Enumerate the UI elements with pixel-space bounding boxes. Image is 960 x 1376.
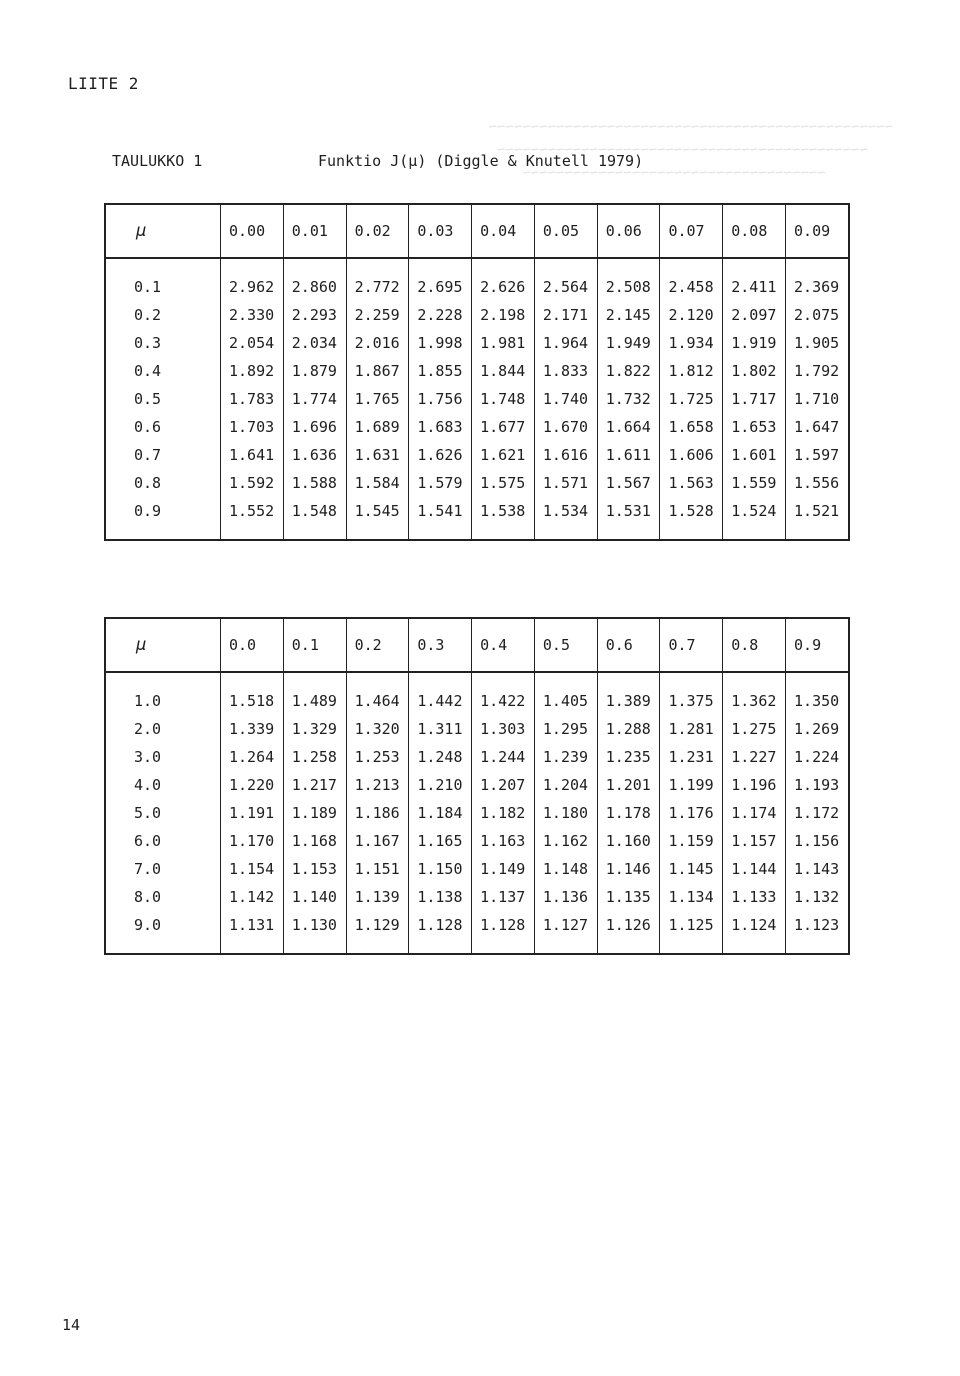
spacer-cell	[221, 939, 284, 954]
row-header: 0.8	[134, 474, 162, 492]
spacer-cell	[660, 939, 723, 954]
spacer-cell	[283, 525, 346, 540]
table-cell: 1.140	[283, 883, 346, 911]
table-cell: 1.127	[534, 911, 597, 939]
table-row	[105, 771, 849, 799]
spacer-cell	[786, 525, 849, 540]
spacer-cell	[723, 525, 786, 540]
table-cell: 1.606	[660, 441, 723, 469]
table-cell: 1.191	[221, 799, 284, 827]
table-cell: 1.264	[221, 743, 284, 771]
row-header: 1.0	[134, 692, 162, 710]
table-cell: 1.160	[597, 827, 660, 855]
spacer-cell	[534, 939, 597, 954]
spacer-cell	[105, 939, 221, 954]
table-cell: 2.171	[534, 301, 597, 329]
table-cell: 2.120	[660, 301, 723, 329]
spacer-cell	[660, 525, 723, 540]
table-row	[105, 497, 849, 525]
table-cell: 1.163	[472, 827, 535, 855]
table-cell: 1.281	[660, 715, 723, 743]
table-row	[105, 855, 849, 883]
table-cell: 1.176	[660, 799, 723, 827]
table-cell: 1.239	[534, 743, 597, 771]
table-cell: 1.631	[346, 441, 409, 469]
table-cell: 1.710	[786, 385, 849, 413]
table-label: TAULUKKO 1	[112, 152, 203, 170]
table-cell: 1.224	[786, 743, 849, 771]
column-header: 0.01	[283, 204, 346, 258]
table-cell: 1.339	[221, 715, 284, 743]
table-body-1	[105, 204, 849, 540]
table-cell: 1.362	[723, 687, 786, 715]
table-cell: 1.664	[597, 413, 660, 441]
table-cell: 1.144	[723, 855, 786, 883]
table-cell: 1.178	[597, 799, 660, 827]
table-cell: 1.464	[346, 687, 409, 715]
table-cell: 1.689	[346, 413, 409, 441]
table-cell: 1.616	[534, 441, 597, 469]
table-cell: 1.949	[597, 329, 660, 357]
table-cell: 1.227	[723, 743, 786, 771]
table-cell: 1.636	[283, 441, 346, 469]
row-header: 8.0	[134, 888, 162, 906]
table-cell: 1.168	[283, 827, 346, 855]
table-cell: 1.138	[409, 883, 472, 911]
table-cell: 1.601	[723, 441, 786, 469]
table-cell: 1.531	[597, 497, 660, 525]
table-cell: 1.545	[346, 497, 409, 525]
table-cell: 2.293	[283, 301, 346, 329]
spacer-cell	[472, 258, 535, 273]
table-cell: 1.180	[534, 799, 597, 827]
spacer-row	[105, 525, 849, 540]
table-cell: 2.772	[346, 273, 409, 301]
table-cell: 1.133	[723, 883, 786, 911]
table-cell: 1.732	[597, 385, 660, 413]
table-cell: 1.748	[472, 385, 535, 413]
table-row	[105, 441, 849, 469]
table-cell: 1.647	[786, 413, 849, 441]
table-cell: 1.584	[346, 469, 409, 497]
table-cell: 1.174	[723, 799, 786, 827]
table-cell: 1.521	[786, 497, 849, 525]
table-row	[105, 413, 849, 441]
table-cell: 1.148	[534, 855, 597, 883]
spacer-cell	[105, 672, 221, 687]
table-cell: 2.228	[409, 301, 472, 329]
table-cell: 1.275	[723, 715, 786, 743]
table-cell: 1.597	[786, 441, 849, 469]
spacer-cell	[221, 258, 284, 273]
table-row	[105, 357, 849, 385]
spacer-cell	[346, 258, 409, 273]
column-header: 0.6	[597, 618, 660, 672]
row-header: 3.0	[134, 748, 162, 766]
column-header: 0.9	[786, 618, 849, 672]
row-header: 0.7	[134, 446, 162, 464]
table-cell: 1.193	[786, 771, 849, 799]
table-cell: 1.934	[660, 329, 723, 357]
table-cell: 1.964	[534, 329, 597, 357]
mu-corner-label: μ	[105, 204, 221, 258]
column-header: 0.5	[534, 618, 597, 672]
table-cell: 1.135	[597, 883, 660, 911]
row-header: 2.0	[134, 720, 162, 738]
table-cell: 2.145	[597, 301, 660, 329]
column-header: 0.08	[723, 204, 786, 258]
row-header: 0.2	[134, 306, 162, 324]
table-cell: 1.756	[409, 385, 472, 413]
table-cell: 1.919	[723, 329, 786, 357]
table-cell: 1.196	[723, 771, 786, 799]
table-cell: 1.653	[723, 413, 786, 441]
table-cell: 1.213	[346, 771, 409, 799]
column-header-row	[105, 204, 849, 258]
table-cell: 1.162	[534, 827, 597, 855]
table-cell: 1.124	[723, 911, 786, 939]
column-header: 0.03	[409, 204, 472, 258]
spacer-row	[105, 258, 849, 273]
table-cell: 1.136	[534, 883, 597, 911]
table-cell: 1.717	[723, 385, 786, 413]
table-cell: 2.508	[597, 273, 660, 301]
table-cell: 1.658	[660, 413, 723, 441]
column-header: 0.4	[472, 618, 535, 672]
table-cell: 1.696	[283, 413, 346, 441]
table-cell: 2.411	[723, 273, 786, 301]
table-cell: 1.802	[723, 357, 786, 385]
table-cell: 1.552	[221, 497, 284, 525]
table-cell: 1.186	[346, 799, 409, 827]
table-cell: 1.143	[786, 855, 849, 883]
table-row	[105, 883, 849, 911]
table-cell: 1.822	[597, 357, 660, 385]
table-cell: 1.579	[409, 469, 472, 497]
table-cell: 1.621	[472, 441, 535, 469]
row-header: 6.0	[134, 832, 162, 850]
table-cell: 1.641	[221, 441, 284, 469]
table-cell: 1.153	[283, 855, 346, 883]
table-cell: 1.725	[660, 385, 723, 413]
table-cell: 2.695	[409, 273, 472, 301]
spacer-cell	[786, 258, 849, 273]
table-cell: 2.860	[283, 273, 346, 301]
table-cell: 1.126	[597, 911, 660, 939]
table-cell: 2.330	[221, 301, 284, 329]
table-cell: 1.170	[221, 827, 284, 855]
table-caption: Funktio J(μ) (Diggle & Knutell 1979)	[318, 152, 644, 170]
table-row	[105, 301, 849, 329]
table-cell: 1.165	[409, 827, 472, 855]
table-cell: 1.783	[221, 385, 284, 413]
spacer-cell	[597, 672, 660, 687]
table-cell: 1.677	[472, 413, 535, 441]
table-row	[105, 385, 849, 413]
column-header: 0.3	[409, 618, 472, 672]
table-row	[105, 715, 849, 743]
spacer-cell	[221, 525, 284, 540]
spacer-cell	[597, 258, 660, 273]
table-cell: 1.405	[534, 687, 597, 715]
table-cell: 1.146	[597, 855, 660, 883]
table-cell: 1.123	[786, 911, 849, 939]
spacer-cell	[283, 939, 346, 954]
column-header: 0.1	[283, 618, 346, 672]
column-header: 0.7	[660, 618, 723, 672]
table-cell: 1.588	[283, 469, 346, 497]
column-header: 0.02	[346, 204, 409, 258]
table-cell: 2.097	[723, 301, 786, 329]
spacer-cell	[472, 672, 535, 687]
table-cell: 1.125	[660, 911, 723, 939]
table-cell: 2.075	[786, 301, 849, 329]
function-table-small-mu	[104, 203, 850, 541]
row-header: 0.1	[134, 278, 162, 296]
function-table-large-mu	[104, 617, 850, 955]
table-cell: 1.528	[660, 497, 723, 525]
spacer-cell	[534, 672, 597, 687]
table-row	[105, 799, 849, 827]
table-cell: 1.248	[409, 743, 472, 771]
column-header: 0.06	[597, 204, 660, 258]
column-header: 0.04	[472, 204, 535, 258]
table-cell: 1.575	[472, 469, 535, 497]
table-cell: 1.207	[472, 771, 535, 799]
spacer-cell	[660, 672, 723, 687]
table-cell: 2.962	[221, 273, 284, 301]
table-cell: 1.258	[283, 743, 346, 771]
column-header: 0.09	[786, 204, 849, 258]
table-cell: 1.892	[221, 357, 284, 385]
column-header: 0.05	[534, 204, 597, 258]
table-cell: 1.592	[221, 469, 284, 497]
table-row	[105, 469, 849, 497]
table-cell: 1.130	[283, 911, 346, 939]
table-cell: 1.311	[409, 715, 472, 743]
table-cell: 1.131	[221, 911, 284, 939]
page-number: 14	[62, 1316, 81, 1334]
table-row	[105, 827, 849, 855]
table-cell: 1.137	[472, 883, 535, 911]
column-header-row	[105, 618, 849, 672]
table-row	[105, 273, 849, 301]
table-cell: 1.844	[472, 357, 535, 385]
spacer-cell	[597, 525, 660, 540]
spacer-cell	[346, 939, 409, 954]
table-cell: 1.295	[534, 715, 597, 743]
table-cell: 1.998	[409, 329, 472, 357]
table-cell: 2.054	[221, 329, 284, 357]
row-header: 9.0	[134, 916, 162, 934]
row-header: 0.5	[134, 390, 162, 408]
spacer-cell	[660, 258, 723, 273]
table-cell: 1.244	[472, 743, 535, 771]
spacer-row	[105, 939, 849, 954]
row-header: 0.9	[134, 502, 162, 520]
table-cell: 1.145	[660, 855, 723, 883]
table-row	[105, 687, 849, 715]
table-cell: 1.389	[597, 687, 660, 715]
row-header: 7.0	[134, 860, 162, 878]
table-cell: 1.235	[597, 743, 660, 771]
table-cell: 1.571	[534, 469, 597, 497]
table-cell: 1.981	[472, 329, 535, 357]
column-header: 0.8	[723, 618, 786, 672]
table-cell: 1.518	[221, 687, 284, 715]
table-cell: 1.220	[221, 771, 284, 799]
table-cell: 1.151	[346, 855, 409, 883]
column-header: 0.0	[221, 618, 284, 672]
table-cell: 1.167	[346, 827, 409, 855]
row-header: 0.4	[134, 362, 162, 380]
table-cell: 1.905	[786, 329, 849, 357]
table-cell: 1.320	[346, 715, 409, 743]
table-cell: 2.458	[660, 273, 723, 301]
table-cell: 1.524	[723, 497, 786, 525]
table-cell: 1.375	[660, 687, 723, 715]
spacer-cell	[472, 525, 535, 540]
table-body-2	[105, 618, 849, 954]
table-cell: 1.172	[786, 799, 849, 827]
table-cell: 1.703	[221, 413, 284, 441]
table-cell: 1.812	[660, 357, 723, 385]
table-cell: 2.198	[472, 301, 535, 329]
spacer-cell	[409, 258, 472, 273]
table-row	[105, 743, 849, 771]
table-cell: 1.541	[409, 497, 472, 525]
table-row	[105, 911, 849, 939]
table-cell: 1.792	[786, 357, 849, 385]
table-cell: 1.774	[283, 385, 346, 413]
spacer-cell	[409, 672, 472, 687]
spacer-cell	[534, 525, 597, 540]
table-cell: 1.855	[409, 357, 472, 385]
table-cell: 1.204	[534, 771, 597, 799]
table-cell: 1.442	[409, 687, 472, 715]
spacer-cell	[283, 672, 346, 687]
table-cell: 1.683	[409, 413, 472, 441]
table-cell: 1.563	[660, 469, 723, 497]
table-cell: 2.369	[786, 273, 849, 301]
table-cell: 1.132	[786, 883, 849, 911]
table-cell: 1.156	[786, 827, 849, 855]
table-cell: 1.201	[597, 771, 660, 799]
table-cell: 1.611	[597, 441, 660, 469]
spacer-cell	[786, 672, 849, 687]
column-header: 0.07	[660, 204, 723, 258]
spacer-cell	[534, 258, 597, 273]
table-cell: 1.765	[346, 385, 409, 413]
table-cell: 1.422	[472, 687, 535, 715]
table-cell: 1.217	[283, 771, 346, 799]
table-cell: 1.303	[472, 715, 535, 743]
spacer-cell	[346, 672, 409, 687]
table-cell: 1.142	[221, 883, 284, 911]
table-cell: 1.128	[409, 911, 472, 939]
row-header: 5.0	[134, 804, 162, 822]
table-cell: 1.199	[660, 771, 723, 799]
table-cell: 1.134	[660, 883, 723, 911]
spacer-row	[105, 672, 849, 687]
table-cell: 1.867	[346, 357, 409, 385]
table-cell: 1.128	[472, 911, 535, 939]
mu-corner-label: μ	[105, 618, 221, 672]
table-cell: 1.548	[283, 497, 346, 525]
table-cell: 1.556	[786, 469, 849, 497]
table-cell: 1.350	[786, 687, 849, 715]
table-cell: 1.329	[283, 715, 346, 743]
spacer-cell	[409, 525, 472, 540]
table-cell: 1.139	[346, 883, 409, 911]
table-cell: 1.129	[346, 911, 409, 939]
column-header: 0.2	[346, 618, 409, 672]
table-cell: 2.626	[472, 273, 535, 301]
table-row	[105, 329, 849, 357]
spacer-cell	[472, 939, 535, 954]
table-cell: 1.534	[534, 497, 597, 525]
spacer-cell	[105, 258, 221, 273]
table-cell: 1.538	[472, 497, 535, 525]
spacer-cell	[346, 525, 409, 540]
table-cell: 1.253	[346, 743, 409, 771]
table-cell: 1.182	[472, 799, 535, 827]
spacer-cell	[409, 939, 472, 954]
table-cell: 1.210	[409, 771, 472, 799]
table-cell: 1.150	[409, 855, 472, 883]
spacer-cell	[723, 672, 786, 687]
row-header: 4.0	[134, 776, 162, 794]
appendix-label: LIITE 2	[68, 74, 139, 93]
table-cell: 1.154	[221, 855, 284, 883]
table-cell: 1.189	[283, 799, 346, 827]
table-cell: 2.034	[283, 329, 346, 357]
row-header: 0.3	[134, 334, 162, 352]
spacer-cell	[786, 939, 849, 954]
spacer-cell	[221, 672, 284, 687]
table-cell: 1.269	[786, 715, 849, 743]
column-header: 0.00	[221, 204, 284, 258]
table-cell: 1.149	[472, 855, 535, 883]
spacer-cell	[723, 258, 786, 273]
spacer-cell	[723, 939, 786, 954]
table-cell: 1.626	[409, 441, 472, 469]
spacer-cell	[597, 939, 660, 954]
table-cell: 1.288	[597, 715, 660, 743]
spacer-cell	[283, 258, 346, 273]
table-cell: 1.670	[534, 413, 597, 441]
table-cell: 1.879	[283, 357, 346, 385]
table-cell: 1.567	[597, 469, 660, 497]
table-cell: 1.231	[660, 743, 723, 771]
table-cell: 1.159	[660, 827, 723, 855]
table-cell: 1.157	[723, 827, 786, 855]
table-cell: 1.184	[409, 799, 472, 827]
table-cell: 2.259	[346, 301, 409, 329]
table-cell: 1.489	[283, 687, 346, 715]
table-cell: 2.016	[346, 329, 409, 357]
row-header: 0.6	[134, 418, 162, 436]
table-cell: 2.564	[534, 273, 597, 301]
bleed-through-texture: ~~~~~~~~~~~~~~~~~~~~~~~~~~~~~~~~~~~~~~~~~~~~~~~~ ~~~~~~~~~~~~~~~~~~~~~~~~~~~~~~~~~~~~~~~~~~~~ ~~~~~~~~~~~~~~~~~~~~~~~~~~~~~~~~~~~~	[488, 119, 894, 181]
table-cell: 1.833	[534, 357, 597, 385]
table-cell: 1.740	[534, 385, 597, 413]
table-cell: 1.559	[723, 469, 786, 497]
spacer-cell	[105, 525, 221, 540]
